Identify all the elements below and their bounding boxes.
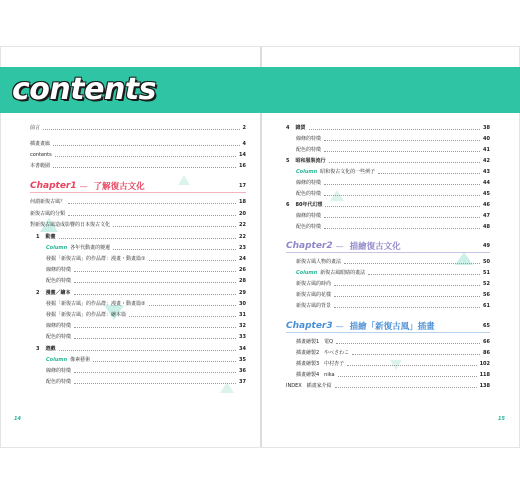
chapter3-heading[interactable]: Chapter3 — 描繪「新復古風」插畫 65	[286, 321, 490, 332]
toc-row[interactable]: 新復古風的分類 20	[30, 211, 246, 217]
toc-row[interactable]: 配色的特徵 28	[46, 278, 246, 284]
toc-row[interactable]: 插畫繪製4 nika 118	[296, 372, 490, 378]
section-1[interactable]: 1 動畫 22	[36, 234, 246, 240]
toc-row[interactable]: Column 像素藝術 35	[46, 357, 246, 363]
right-page-number: 15	[498, 416, 505, 422]
section-6[interactable]: 6 80年代幻想 46	[286, 202, 490, 208]
toc-row[interactable]: 何謂新復古風？ 18	[30, 199, 246, 205]
toc-row[interactable]: 插畫繪製3 中村杏子 102	[296, 361, 490, 367]
left-page-number: 14	[14, 416, 21, 422]
toc-row[interactable]: INDEX 插畫家介紹 138	[286, 383, 490, 389]
section-2[interactable]: 2 漫畫／繪本 29	[36, 290, 246, 296]
toc-row[interactable]: 線條的特徵 32	[46, 323, 246, 329]
toc-row[interactable]: 線條的特徵 44	[296, 180, 490, 186]
toc-row[interactable]: Column 新復古風眼睛的畫法 51	[296, 270, 490, 276]
toc-row[interactable]: 新復古風的時尚 52	[296, 281, 490, 287]
section-3[interactable]: 3 遊戲 34	[36, 346, 246, 352]
toc-row[interactable]: 配色的特徵 41	[296, 147, 490, 153]
toc-row[interactable]: 線條的特徵 26	[46, 267, 246, 273]
toc-row[interactable]: Column 昭和復古文化的一些例子 43	[296, 169, 490, 175]
toc-row[interactable]: 新復古風的背景 61	[296, 303, 490, 309]
contents-heading: contents	[12, 72, 156, 107]
chapter2-heading[interactable]: Chapter2 — 描繪復古文化 49	[286, 241, 490, 252]
toc-row[interactable]: contents 14	[30, 152, 246, 158]
toc-row[interactable]: 線條的特徵 36	[46, 368, 246, 374]
toc-row[interactable]: 發掘「新復古風」的作品群：繪本篇 31	[46, 312, 246, 318]
toc-row[interactable]: 配色的特徵 45	[296, 191, 490, 197]
toc-row[interactable]: 配色的特徵 37	[46, 379, 246, 385]
toc-row[interactable]: 發掘「新復古風」的作品群：漫畫・動畫篇① 24	[46, 256, 246, 262]
toc-row[interactable]: 插畫繪製1 電Q 66	[296, 339, 490, 345]
toc-row[interactable]: 線條的特徵 47	[296, 213, 490, 219]
chapter1-heading[interactable]: Chapter1 — 了解復古文化 17	[30, 181, 246, 192]
section-4[interactable]: 4 雜貨 38	[286, 125, 490, 131]
section-5[interactable]: 5 昭和服裝流行 42	[286, 158, 490, 164]
toc-row[interactable]: Column 各年代動畫的變遷 23	[46, 245, 246, 251]
toc-row[interactable]: 線條的特徵 40	[296, 136, 490, 142]
toc-row[interactable]: 新復古風的花樣 56	[296, 292, 490, 298]
toc-row[interactable]: 前言 2	[30, 125, 246, 131]
header-bar	[130, 67, 520, 113]
toc-row[interactable]: 配色的特徵 33	[46, 334, 246, 340]
toc-row[interactable]: 本書範圍 16	[30, 163, 246, 169]
toc-row[interactable]: 發掘「新復古風」的作品群：漫畫・動畫篇② 30	[46, 301, 246, 307]
toc-row[interactable]: 配色的特徵 48	[296, 224, 490, 230]
toc-row[interactable]: 對新復古風造成影響的日本復古文化 22	[30, 222, 246, 228]
toc-row[interactable]: 插畫畫廊 4	[30, 141, 246, 147]
toc-row[interactable]: 插畫繪製2 やべさわこ 86	[296, 350, 490, 356]
toc-row[interactable]: 新復古風人物的畫法 50	[296, 259, 490, 265]
